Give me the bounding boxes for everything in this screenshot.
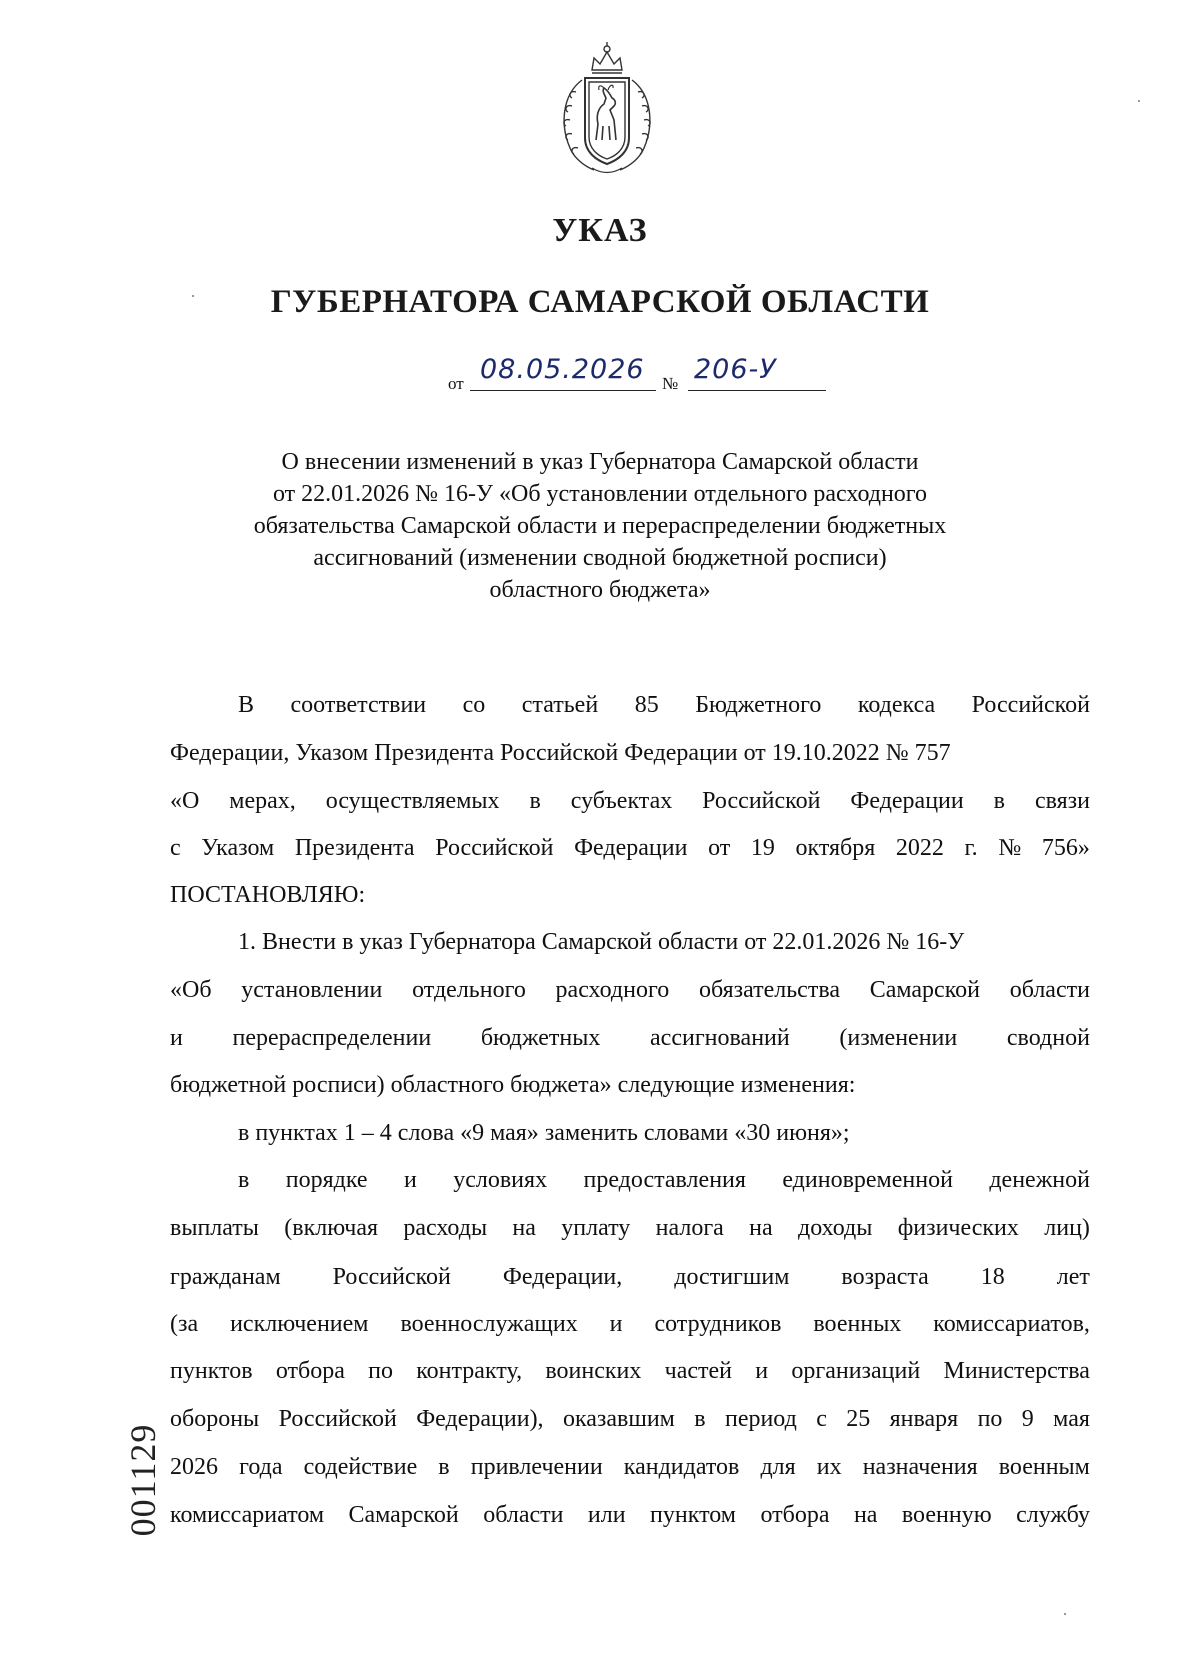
body-word: на xyxy=(749,1215,773,1241)
heading-line: обязательства Самарской области и перераспределении бюджетных xyxy=(253,513,947,539)
body-word: и xyxy=(170,1025,183,1051)
body-word: осуществляемых xyxy=(325,788,500,814)
body-word: «Об xyxy=(170,977,212,1003)
body-line xyxy=(170,1404,1090,1434)
body-word: назначения xyxy=(862,1454,978,1480)
body-word: Бюджетного xyxy=(695,692,822,718)
body-word: оказавшим xyxy=(562,1406,675,1432)
body-line xyxy=(170,1309,1090,1339)
body-word: 2022 xyxy=(895,835,944,861)
body-word: содействие xyxy=(303,1454,418,1480)
body-word: расходного xyxy=(555,977,670,1003)
body-word: января xyxy=(889,1406,959,1432)
body-line xyxy=(170,1213,1090,1243)
body-word: 9 xyxy=(1021,1406,1034,1432)
body-word: от xyxy=(708,835,731,861)
body-word: порядке xyxy=(285,1167,368,1193)
body-word: 19 xyxy=(750,835,775,861)
body-word: выплаты xyxy=(170,1215,259,1241)
body-word: (включая xyxy=(284,1215,379,1241)
side-number-text: 001129 xyxy=(123,1423,163,1537)
body-line: 1. Внести в указ Губернатора Самарской области от 22.01.2026 № 16-У xyxy=(238,929,965,955)
body-word: В xyxy=(238,692,255,718)
body-word: мая xyxy=(1053,1406,1090,1432)
decree-heading xyxy=(180,446,1020,606)
body-word: Федерации), xyxy=(416,1406,544,1432)
body-word: Самарской xyxy=(348,1502,459,1528)
document-subtitle: ГУБЕРНАТОРА САМАРСКОЙ ОБЛАСТИ xyxy=(270,284,930,320)
body-line: ПОСТАНОВЛЯЮ: xyxy=(170,882,366,908)
body-word: 25 xyxy=(846,1406,871,1432)
body-word: военнослужащих xyxy=(400,1311,578,1337)
body-word: службу xyxy=(1016,1502,1090,1528)
heading-line: ассигнований (изменении сводной бюджетной росписи) xyxy=(313,545,887,571)
body-word: воинских xyxy=(545,1358,642,1384)
body-word: ассигнований xyxy=(650,1025,790,1051)
body-word: в xyxy=(694,1406,706,1432)
body-word: связи xyxy=(1034,788,1090,814)
body-word: № xyxy=(998,835,1022,861)
body-word: на xyxy=(512,1215,536,1241)
body-word: (за xyxy=(170,1311,199,1337)
body-word: или xyxy=(587,1502,626,1528)
body-word: их xyxy=(816,1454,842,1480)
body-word: Российской xyxy=(435,835,554,861)
body-word: субъектах xyxy=(570,788,673,814)
body-word: Министерства xyxy=(943,1358,1090,1384)
body-word: отбора xyxy=(275,1358,345,1384)
date-label: от xyxy=(448,374,464,393)
body-line xyxy=(170,1356,1090,1386)
body-word: октября xyxy=(795,835,876,861)
body-word: (изменении xyxy=(839,1025,958,1051)
body-word: отдельного xyxy=(412,977,526,1003)
body-word: 18 xyxy=(980,1264,1005,1290)
scan-speck xyxy=(192,295,194,297)
body-word: кандидатов xyxy=(623,1454,740,1480)
body-word: в xyxy=(238,1167,250,1193)
body-word: военных xyxy=(813,1311,902,1337)
body-word: контракту, xyxy=(416,1358,523,1384)
scan-speck xyxy=(1064,1613,1066,1615)
body-word: налога xyxy=(655,1215,724,1241)
body-line xyxy=(170,975,1090,1005)
body-word: перераспределении xyxy=(232,1025,432,1051)
body-word: г. xyxy=(964,835,978,861)
body-word: пунктов xyxy=(170,1358,253,1384)
body-word: организаций xyxy=(791,1358,921,1384)
number-label: № xyxy=(662,374,679,393)
body-word: лиц) xyxy=(1044,1215,1090,1241)
body-word: установлении xyxy=(241,977,383,1003)
body-line xyxy=(170,690,1090,720)
number-underline xyxy=(688,390,826,391)
body-word: исключением xyxy=(230,1311,369,1337)
body-word: в xyxy=(529,788,541,814)
body-word: частей xyxy=(664,1358,732,1384)
body-word: достигшим xyxy=(674,1264,790,1290)
body-word: уплату xyxy=(561,1215,631,1241)
body-word: комиссариатов, xyxy=(933,1311,1090,1337)
body-word: обязательства xyxy=(698,977,840,1003)
body-word: Федерации xyxy=(850,788,964,814)
body-word: предоставления xyxy=(583,1167,746,1193)
handwritten-date: 08.05.2026 xyxy=(480,354,645,385)
body-line: в пунктах 1 – 4 слова «9 мая» заменить словами «30 июня»; xyxy=(238,1120,850,1146)
body-word: расходы xyxy=(403,1215,488,1241)
heading-line: О внесении изменений в указ Губернатора Самарской области xyxy=(281,449,919,475)
body-word: пунктом xyxy=(650,1502,736,1528)
body-word: военную xyxy=(901,1502,992,1528)
document-title: УКАЗ xyxy=(552,212,648,249)
body-line xyxy=(170,1165,1090,1195)
body-word: сотрудников xyxy=(654,1311,782,1337)
body-line: Федерации, Указом Президента Российской Федерации от 19.10.2022 № 757 xyxy=(170,740,951,766)
body-word: бюджетных xyxy=(480,1025,601,1051)
body-word: Российской xyxy=(278,1406,397,1432)
body-word: 756» xyxy=(1041,835,1090,861)
body-word: гражданам xyxy=(170,1264,281,1290)
body-line xyxy=(170,833,1090,863)
body-word: возраста xyxy=(841,1264,929,1290)
body-line xyxy=(170,1262,1090,1292)
body-word: области xyxy=(1009,977,1090,1003)
body-word: области xyxy=(483,1502,564,1528)
body-word: мерах, xyxy=(229,788,296,814)
body-word: кодекса xyxy=(857,692,936,718)
body-word: условиях xyxy=(453,1167,548,1193)
body-word: Указом xyxy=(201,835,275,861)
body-word: привлечении xyxy=(470,1454,603,1480)
body-word: денежной xyxy=(989,1167,1090,1193)
body-word: статьей xyxy=(521,692,599,718)
body-word: Российской xyxy=(971,692,1090,718)
body-word: комиссариатом xyxy=(170,1502,325,1528)
body-word: и xyxy=(609,1311,623,1337)
heading-line: от 22.01.2026 № 16-У «Об установлении отдельного расходного xyxy=(272,481,928,507)
body-line xyxy=(170,1500,1090,1530)
scan-speck xyxy=(1138,100,1140,102)
body-word: в xyxy=(993,788,1006,814)
body-word: соответствии xyxy=(290,692,427,718)
heading-line: областного бюджета» xyxy=(489,577,711,603)
body-word: по xyxy=(368,1358,393,1384)
body-word: единовременной xyxy=(782,1167,953,1193)
handwritten-number: 206-У xyxy=(694,354,777,385)
side-page-number xyxy=(108,1405,178,1555)
body-word: 85 xyxy=(634,692,659,718)
body-word: Федерации, xyxy=(502,1264,623,1290)
body-word: Президента xyxy=(294,835,415,861)
body-word: с xyxy=(170,835,181,861)
body-word: года xyxy=(239,1454,283,1480)
body-word: 2026 xyxy=(170,1454,218,1480)
body-word: отбора xyxy=(760,1502,830,1528)
body-line xyxy=(170,786,1090,816)
date-underline xyxy=(470,390,656,391)
body-word: сводной xyxy=(1006,1025,1090,1051)
body-word: на xyxy=(853,1502,878,1528)
body-word: в xyxy=(438,1454,450,1480)
body-word: военным xyxy=(998,1454,1090,1480)
body-word: Федерации xyxy=(574,835,688,861)
body-word: Российской xyxy=(702,788,821,814)
body-word: доходы xyxy=(798,1215,873,1241)
body-word: Российской xyxy=(332,1264,451,1290)
body-word: период xyxy=(724,1406,797,1432)
body-word: физических xyxy=(897,1215,1019,1241)
body-line: бюджетной росписи) областного бюджета» следующие изменения: xyxy=(170,1072,856,1098)
date-number-line xyxy=(448,354,828,400)
body-line xyxy=(170,1023,1090,1053)
body-word: для xyxy=(760,1454,796,1480)
body-line xyxy=(170,1452,1090,1482)
coat-of-arms-icon xyxy=(552,40,662,178)
body-word: и xyxy=(403,1167,417,1193)
body-word: с xyxy=(816,1406,827,1432)
body-word: по xyxy=(977,1406,1003,1432)
body-word: и xyxy=(755,1358,769,1384)
body-word: со xyxy=(462,692,486,718)
body-word: Самарской xyxy=(869,977,980,1003)
body-word: лет xyxy=(1056,1264,1090,1290)
body-word: «О xyxy=(170,788,200,814)
body-word: обороны xyxy=(170,1406,260,1432)
